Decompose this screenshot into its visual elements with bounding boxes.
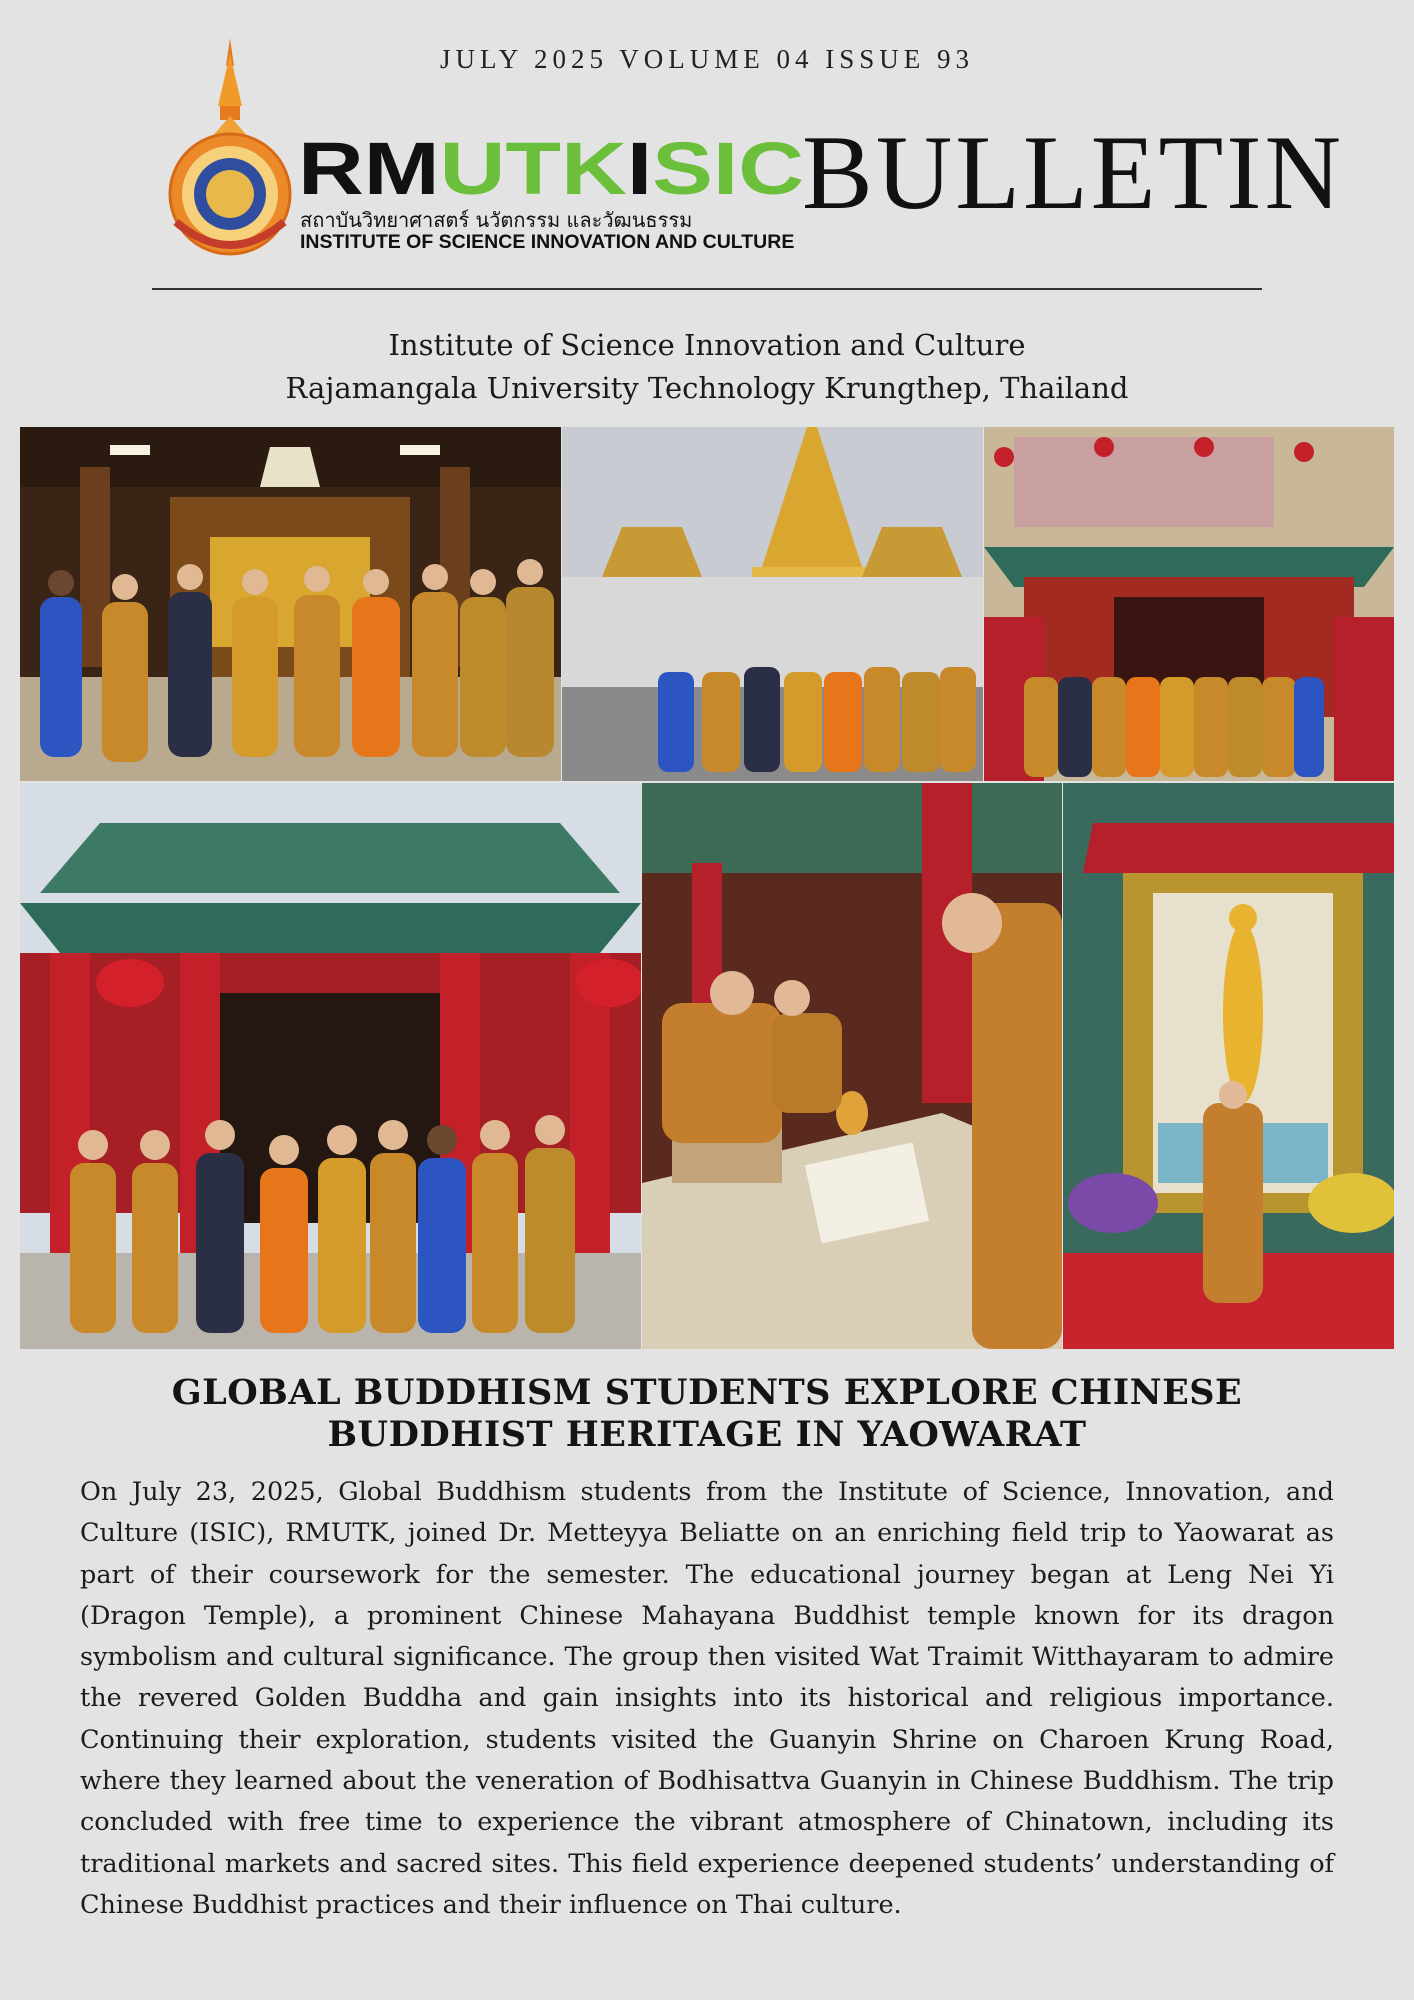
bulletin-title: BULLETIN bbox=[802, 114, 1345, 231]
rmutk-isic-wordmark bbox=[298, 136, 804, 202]
group-photo-golden-buddha-temple bbox=[562, 427, 983, 781]
issue-line: JULY 2025 VOLUME 04 ISSUE 93 bbox=[439, 44, 975, 74]
group-photo-dragon-temple-hall bbox=[20, 427, 561, 781]
institution-name: Institute of Science Innovation and Culture bbox=[388, 328, 1026, 362]
monks-reading-at-altar bbox=[642, 783, 1062, 1349]
university-name: Rajamangala University Technology Krungthep, Thailand bbox=[285, 371, 1129, 405]
article-headline: GLOBAL BUDDHISM STUDENTS EXPLORE CHINESE BUDDHIST HERITAGE IN YAOWARAT bbox=[171, 1372, 1243, 1455]
university-seal-icon bbox=[164, 36, 296, 256]
article-body: On July 23, 2025, Global Buddhism students from the Institute of Science, Innovation, and Culture (ISIC), RMUTK, joined Dr. Metteyya Beliatte on an enriching field trip to Yaowarat as part of their coursework for the semester. The educational journey began at Leng Nei Yi (Dragon Temple), a prominent Chinese Mahayana Buddhist temple known for its dragon symbolism and cultural significance. The group then visited Wat Traimit Witthayaram to admire the revered Golden Buddha and gain insights into its historical and religious importance. Continuing their exploration, students visited the Guanyin Shrine on Charoen Krung Road, where they learned about the veneration of Bodhisattva Guanyin in Chinese Buddhism. The trip concluded with free time to experience the vibrant atmosphere of Chinatown, including its traditional markets and sacred sites. This field experience deepened students’ understanding of Chinese Buddhist practices and their influence on Thai culture. bbox=[80, 1477, 1334, 1920]
masthead-divider bbox=[152, 288, 1262, 290]
group-photo-leng-nei-yi-courtyard bbox=[20, 783, 641, 1349]
group-photo-chinese-temple-gate bbox=[984, 427, 1394, 781]
logo-thai-name: สถาบันวิทยาศาสตร์ นวัตกรรม และวัฒนธรรม bbox=[300, 208, 693, 232]
logo-english-name: INSTITUTE OF SCIENCE INNOVATION AND CULTURE bbox=[300, 231, 795, 253]
svg-text:RMUTKISIC: RM UTK ISIC bbox=[298, 136, 776, 202]
monk-at-guanyin-shrine bbox=[1063, 783, 1394, 1349]
